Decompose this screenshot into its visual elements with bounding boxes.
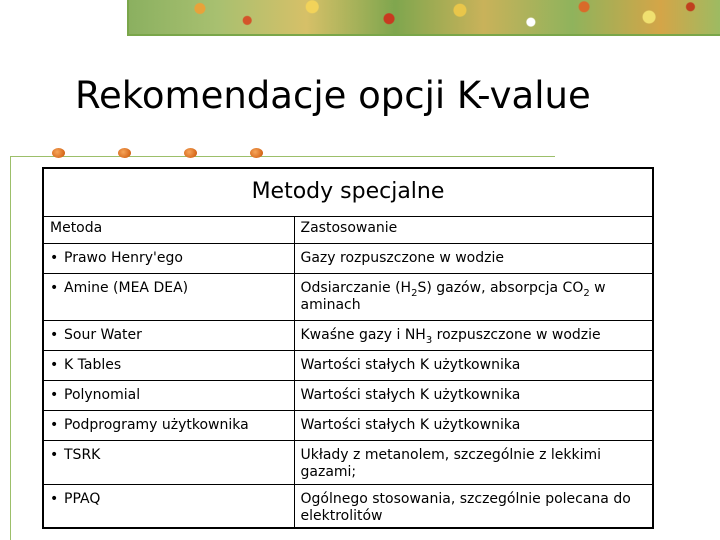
header-use: Zastosowanie [294, 217, 652, 243]
bullet-icon: • [50, 356, 59, 373]
use-cell: Wartości stałych K użytkownika [300, 356, 521, 373]
decorative-dot-icon [118, 148, 131, 158]
method-cell: K Tables [64, 356, 122, 373]
use-cell: Odsiarczanie $(H_2S)$ gazów, absorpcja $CO_2$ w aminach [294, 273, 652, 320]
method-cell: Amine (MEA DEA) [64, 279, 189, 296]
decorative-dot-icon [250, 148, 263, 158]
slide-title: Rekomendacje opcji K-value [75, 74, 591, 117]
use-cell: Wartości stałych K użytkownika [300, 386, 521, 403]
method-cell: Podprogramy użytkownika [64, 416, 249, 433]
use-cell: Wartości stałych K użytkownika [300, 416, 521, 433]
method-cell: Sour Water [64, 326, 142, 343]
table-row [44, 484, 652, 529]
table-header-row [44, 217, 652, 243]
bullet-icon: • [50, 279, 59, 296]
methods-table [42, 167, 654, 529]
table-row [44, 410, 652, 440]
bullet-icon: • [50, 249, 59, 266]
use-cell: Kwaśne gazy i $NH_3$ rozpuszczone w wodzie [294, 320, 652, 350]
bullet-icon: • [50, 416, 59, 433]
header-photo-strip [127, 0, 720, 36]
table-caption: Metody specjalne [44, 169, 652, 217]
table-row [44, 350, 652, 380]
method-cell: TSRK [64, 446, 101, 463]
bullet-icon: • [50, 326, 59, 343]
use-cell: Ogólnego stosowania, szczególnie polecana do elektrolitów [300, 490, 631, 524]
method-cell: Prawo Henry'ego [64, 249, 183, 266]
bullet-icon: • [50, 386, 59, 403]
method-cell: PPAQ [64, 490, 101, 507]
table-row [44, 273, 652, 320]
use-cell: Gazy rozpuszczone w wodzie [300, 249, 504, 266]
bullet-icon: • [50, 490, 59, 507]
frame-vertical-line [10, 156, 11, 540]
table-row [44, 320, 652, 350]
method-cell: Polynomial [64, 386, 141, 403]
header-method: Metoda [44, 217, 294, 243]
decorative-dot-icon [184, 148, 197, 158]
frame-horizontal-line [10, 156, 555, 157]
table-row [44, 243, 652, 273]
use-cell: Układy z metanolem, szczególnie z lekkimi gazami; [300, 446, 602, 480]
decorative-dot-icon [52, 148, 65, 158]
bullet-icon: • [50, 446, 59, 463]
table-row [44, 440, 652, 484]
table-row [44, 380, 652, 410]
